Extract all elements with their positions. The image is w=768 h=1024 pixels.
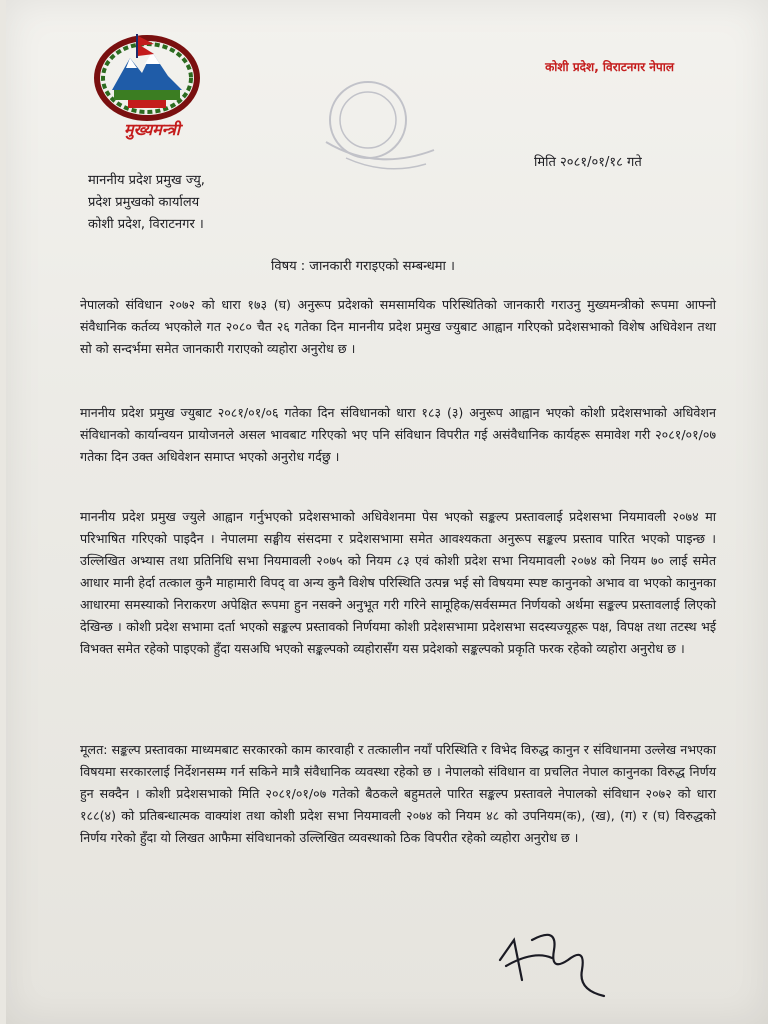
letter-subject: विषय : जानकारी गराइएको सम्बन्धमा । bbox=[271, 259, 455, 274]
nepal-emblem-icon bbox=[90, 28, 204, 124]
body-paragraph: नेपालको संविधान २०७२ को धारा १७३ (घ) अनुरूप प्रदेशको समसामयिक परिस्थितिको जानकारी गराउनु मुख्यमन्त्रीको रूपमा आफ्नो संवैधानिक कर्तव्य भएकोले गत २०८० चैत २६ गतेका दिन माननीय प्रदेश प्रमुख ज्युबाट आह्वान गरिएको प्रदेशसभाको विशेष अधिवेशन तथा सो को सन्दर्भमा समेत जानकारी गराएको व्यहोरा अनुरोध छ । bbox=[80, 297, 716, 356]
seal-stamp-icon bbox=[306, 72, 446, 182]
addressee-block bbox=[88, 170, 205, 236]
body-paragraph: माननीय प्रदेश प्रमुख ज्युले आह्वान गर्नुभएको प्रदेशसभाको अधिवेशनमा पेस भएको सङ्कल्प प्रस्तावलाई प्रदेशसभा नियमावली २०७४ मा परिभाषित गरिएको पाइदैन । नेपालमा सङ्घीय संसदमा र प्रदेशसभामा समेत आवश्यकता अनुरूप सङ्कल्प प्रस्ताव पारित भएको पाइन्छ । उल्लिखित अभ्यास तथा प्रतिनिधि सभा नियमावली २०७५ को नियम ८३ एवं कोशी प्रदेश सभा नियमावली २०७४ को नियम ७० लाई समेत आधार मानी हेर्दा तत्काल कुनै माहामारी विपद् वा अन्य कुनै विशेष परिस्थिति उत्पन्न भई सो विषयमा स्पष्ट कानुनको अभाव वा भएको कानुनका आधारमा समस्याको निराकरण अपेक्षित रूपमा हुन नसक्ने अनुभूत गरी गरिने सामूहिक/सर्वसम्मत निर्णयको अर्थमा सङ्कल्प प्रस्तावलाई लिएको देखिन्छ । कोशी प्रदेश सभामा दर्ता भएको सङ्कल्प प्रस्तावको निर्णयमा कोशी प्रदेशसभामा प्रदेशसभा सदस्यज्यूहरू पक्ष, विपक्ष तथा तटस्थ भई विभक्त समेत रहेको पाइएको हुँदा यसअघि भएको सङ्कल्पको व्यहोरासँग यस प्रदेशको सङ्कल्पको प्रकृति फरक रहेको व्यहोरा अनुरोध छ । bbox=[80, 509, 716, 656]
signature-icon bbox=[494, 920, 614, 1010]
body-paragraph: माननीय प्रदेश प्रमुख ज्युबाट २०८१/०१/०६ गतेका दिन संविधानको धारा १८३ (३) अनुरूप आह्वान भएको कोशी प्रदेशसभाको अधिवेशन संविधानको कार्यान्वयन प्रायोजनले असल भावबाट गरिएको भए पनि संविधान विपरीत गई असंवैधानिक कार्यहरू समावेश गरी २०८१/०१/०७ गतेका दिन उक्त अधिवेशन समाप्त भएको अनुरोध गर्दछु । bbox=[80, 405, 716, 464]
addressee-line: कोशी प्रदेश, विराटनगर । bbox=[88, 217, 204, 232]
body-paragraph: मूलत: सङ्कल्प प्रस्तावका माध्यमबाट सरकारको काम कारवाही र तत्कालीन नयाँ परिस्थिति र विभेद विरुद्ध कानुन र संविधानमा उल्लेख नभएका विषयमा सरकारलाई निर्देशनसम्म गर्न सकिने मात्रै संवैधानिक व्यवस्था रहेको छ । नेपालको संविधान वा प्रचलित नेपाल कानुनका विरुद्ध निर्णय हुन सक्दैन । कोशी प्रदेशसभाको मिति २०८१/०१/०७ गतेको बैठकले बहुमतले पारित सङ्कल्प प्रस्तावले नेपालको संविधान २०७२ को धारा १८८(४) को प्रतिबन्धात्मक वाक्यांश तथा कोशी प्रदेश सभा नियमावली २०७४ को नियम ४८ को उपनियम(क), (ख), (ग) र (घ) विरुद्धको निर्णय गरेको हुँदा यो लिखत आफैमा संविधानको उल्लिखित व्यवस्थाको ठिक विपरीत रहेको व्यहोरा अनुरोध छ । bbox=[80, 742, 716, 845]
office-location: कोशी प्रदेश, विराटनगर नेपाल bbox=[545, 60, 674, 74]
letter-page bbox=[6, 0, 768, 1024]
addressee-line: माननीय प्रदेश प्रमुख ज्यु, bbox=[88, 173, 205, 188]
addressee-line: प्रदेश प्रमुखको कार्यालय bbox=[88, 195, 200, 210]
office-title: मुख्यमन्त्री bbox=[124, 120, 180, 139]
letter-date: मिति २०८१/०१/१८ गते bbox=[534, 155, 642, 170]
